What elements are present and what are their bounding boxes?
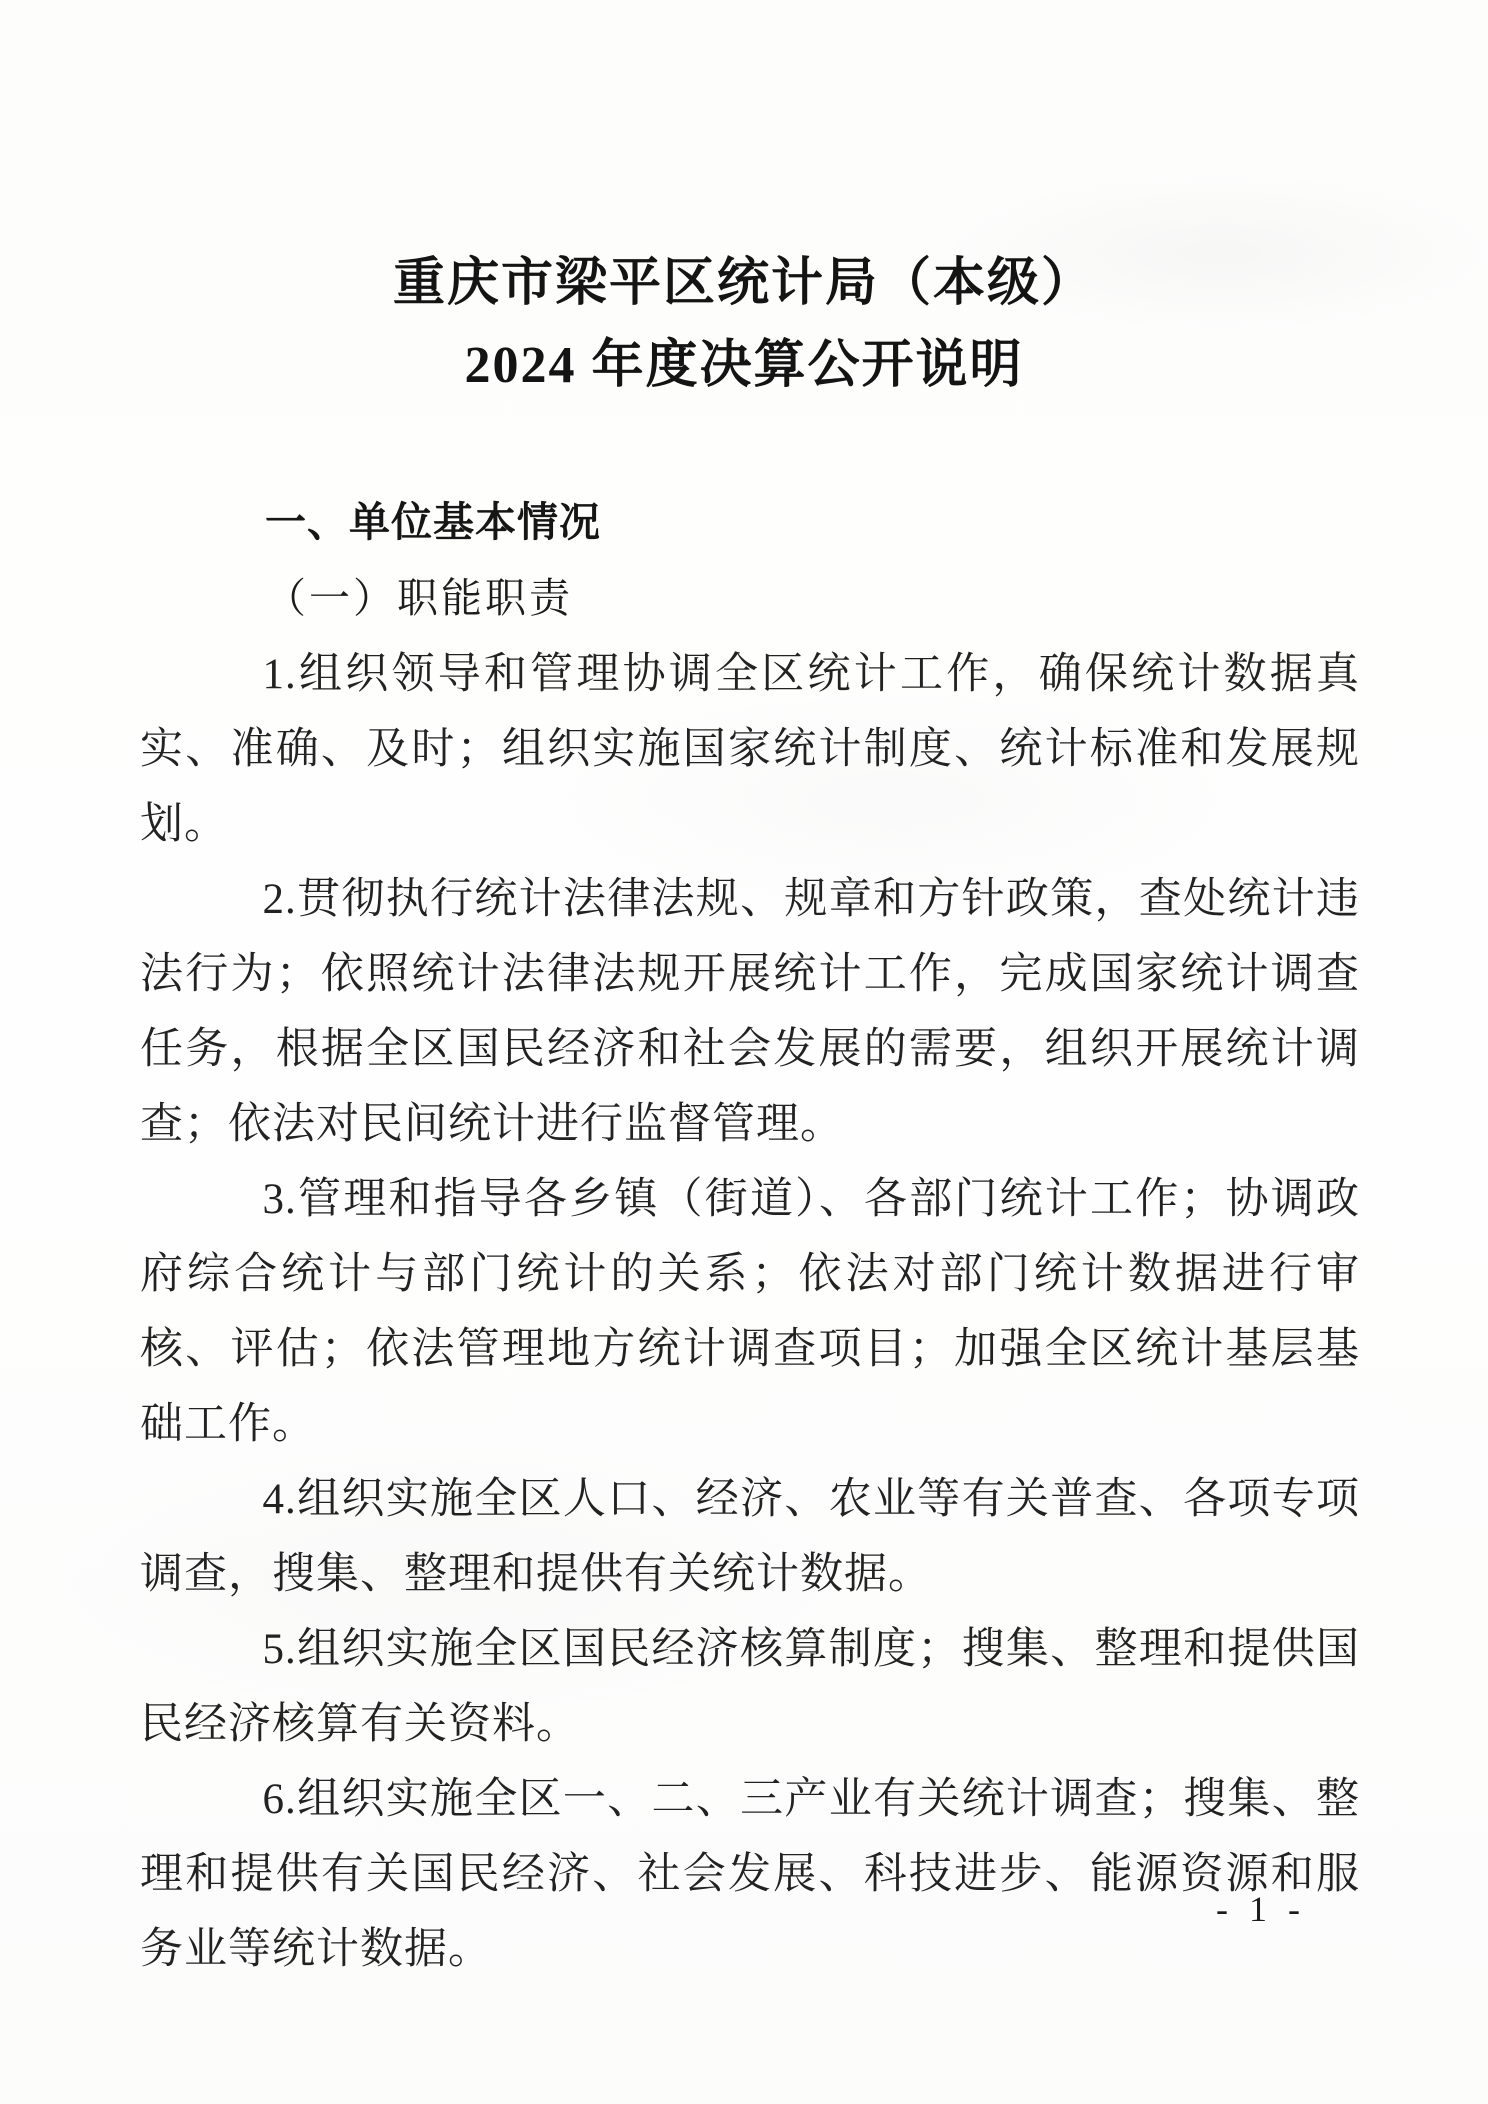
document-title bbox=[0, 0, 1488, 407]
subsection-heading-duties: （一）职能职责 bbox=[265, 575, 573, 621]
paragraph-duty-2: 2.贯彻执行统计法律法规、规章和方针政策，查处统计违法行为；依照统计法律法规开展统计工作，完成国家统计调查任务，根据全区国民经济和社会发展的需要，组织开展统计调查；依法对民间统计进行监督管理。 bbox=[140, 876, 1360, 1148]
section-heading-unit-basic-info: 一、单位基本情况 bbox=[265, 499, 601, 545]
document-title-line-2: 2024 年度决算公开说明 bbox=[464, 337, 1024, 394]
paragraph-duty-5: 5.组织实施全区国民经济核算制度；搜集、整理和提供国民经济核算有关资料。 bbox=[140, 1626, 1360, 1748]
paragraph-duty-3: 3.管理和指导各乡镇（街道）、各部门统计工作；协调政府综合统计与部门统计的关系；依法对部门统计数据进行审核、评估；依法管理地方统计调查项目；加强全区统计基层基础工作。 bbox=[140, 1176, 1360, 1448]
paragraph-duty-6: 6.组织实施全区一、二、三产业有关统计调查；搜集、整理和提供有关国民经济、社会发展、科技进步、能源资源和服务业等统计数据。 bbox=[140, 1776, 1360, 1973]
paragraph-duty-4: 4.组织实施全区人口、经济、农业等有关普查、各项专项调查，搜集、整理和提供有关统计数据。 bbox=[140, 1476, 1360, 1598]
paragraph-duty-1: 1.组织领导和管理协调全区统计工作，确保统计数据真实、准确、及时；组织实施国家统计制度、统计标准和发展规划。 bbox=[140, 651, 1360, 848]
page-number: - 1 - bbox=[1216, 1889, 1306, 1929]
document-title-line-1: 重庆市梁平区统计局（本级） bbox=[392, 255, 1095, 312]
document-body bbox=[140, 637, 1360, 1987]
